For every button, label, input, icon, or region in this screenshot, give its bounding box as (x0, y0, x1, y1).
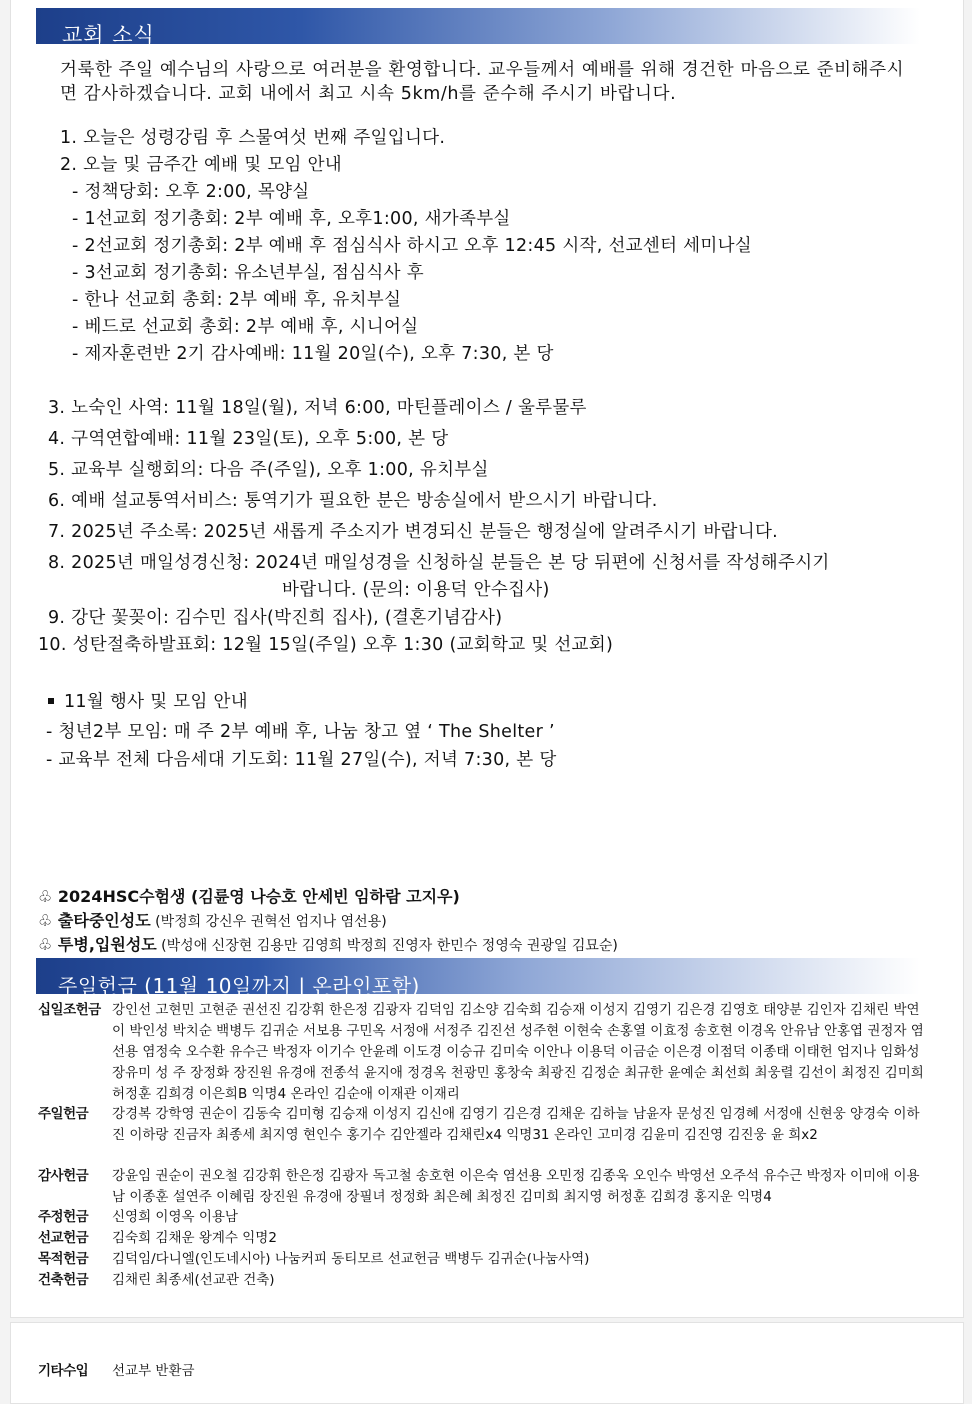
news-subitem: - 제자훈련반 2기 감사예배: 11월 20일(수), 오후 7:30, 본 당 (72, 344, 554, 364)
prayer-item (38, 884, 460, 907)
prayer-names: (박정희 강신우 권혁선 엄지나 염선용) (150, 914, 387, 930)
news-item-4: 4. 구역연합예배: 11월 23일(토), 오후 5:00, 본 당 (48, 429, 449, 449)
news-subitem: - 2선교회 정기총회: 2부 예배 후 점심식사 하시고 오후 12:45 시작, 선교센터 세미나실 (72, 236, 752, 256)
news-item-1: 1. 오늘은 성령강림 후 스물여섯 번째 주일입니다. (60, 128, 446, 148)
offering-names: 강윤임 권순이 권오철 김강휘 한은정 김광자 독고철 송호현 이은숙 염선용 오민정 김종욱 오인수 박영선 오주석 유수근 박정자 이미애 이용남 이종훈 설연주 이혜림 장진원 유경애 장필녀 정정화 최은혜 최정진 김미희 최지영 허정훈 김희경 홍지운 익명4 (112, 1168, 920, 1205)
offering-label: 목적헌금 (38, 1251, 89, 1267)
offering-names: 김채린 최종세(선교관 건축) (112, 1272, 275, 1288)
news-item-8-cont: 바랍니다. (문의: 이용덕 안수집사) (282, 580, 550, 600)
offering-row (38, 1166, 928, 1208)
section-header-news (36, 8, 920, 47)
november-events-title (46, 688, 248, 713)
news-item-5: 5. 교육부 실행회의: 다음 주(주일), 오후 1:00, 유치부실 (48, 460, 489, 480)
news-item-10: 10. 성탄절축하발표회: 12월 15일(주일) 오후 1:30 (교회학교 및 선교회) (38, 635, 614, 655)
news-subitem: - 한나 선교회 총회: 2부 예배 후, 유치부실 (72, 290, 402, 310)
prayer-names: (박성애 신장현 김용만 김영희 박정희 진영자 한민수 정영숙 권광일 김묘순) (156, 938, 618, 954)
offering-row (38, 1104, 928, 1166)
other-income-value: 선교부 반환금 (112, 1363, 195, 1379)
prayer-names: (김륜영 나승호 안세빈 임하람 고지우) (185, 887, 460, 906)
news-item-7: 7. 2025년 주소록: 2025년 새롭게 주소지가 변경되신 분들은 행정실에 알려주시기 바랍니다. (48, 522, 779, 542)
offering-names: 김숙희 김채운 왕계수 익명2 (112, 1230, 277, 1246)
prayer-label: ♧ 투병,입원성도 (38, 935, 157, 954)
news-item-3: 3. 노숙인 사역: 11월 18일(월), 저녁 6:00, 마틴플레이스 / 울루물루 (48, 398, 587, 418)
offering-label: 주정헌금 (38, 1209, 89, 1225)
prayer-label: ♧ 출타중인성도 (38, 911, 151, 930)
offering-names: 신영희 이영옥 이용남 (112, 1209, 238, 1225)
section-title: 교회 소식 (62, 23, 155, 47)
welcome-paragraph: 거룩한 주일 예수님의 사랑으로 여러분을 환영합니다. 교우들께서 예배를 위해 경건한 마음으로 준비해주시면 감사하겠습니다. 교회 내에서 최고 시속 5km/h를 준수해 주시기 바랍니다. (60, 60, 905, 104)
news-item-8: 8. 2025년 매일성경신청: 2024년 매일성경을 신청하실 분들은 본 당 뒤편에 신청서를 작성해주시기 (48, 553, 830, 573)
november-event: - 청년2부 모임: 매 주 2부 예배 후, 나눔 창고 옆 ‘ The Shelter ’ (46, 722, 555, 742)
offering-names: 강인선 고현민 고현준 권선진 김강휘 한은정 김광자 김덕임 김소양 김숙희 김승재 이성지 김영기 김은경 김영호 태양분 김인자 김채린 박연이 박인성 박치순 백병두 김귀순 서보용 구민옥 서정애 서정주 김진선 성주현 이현숙 손홍열 이효정 송호현 이경옥 안유남 안홍엽 권정자 염선용 염정숙 오수환 유수근 박정자 이기수 안윤례 이도경 이승규 김미숙 이안나 이용덕 이금순 이은경 이점덕 이종태 이태헌 엄지나 임화성 장유미 성 주 장정화 장진원 유경애 전종석 윤지애 정경옥 천광민 홍창숙 최광진 김정순 최규한 윤예순 최선희 최웅렬 김선이 최정진 김미희 허정훈 김희경 이은희B 익명4 온라인 김순애 이재관 이재리 (112, 1002, 924, 1102)
offering-label: 감사헌금 (38, 1168, 89, 1184)
news-subitem: - 3선교회 정기총회: 유소년부실, 점심식사 후 (72, 263, 424, 283)
news-subitem: - 1선교회 정기총회: 2부 예배 후, 오후1:00, 새가족부실 (72, 209, 511, 229)
offering-names: 김덕임/다니엘(인도네시아) 나눔커피 동티모르 선교헌금 백병두 김귀순(나눔사역) (112, 1251, 590, 1267)
november-events-label: 11월 행사 및 모임 안내 (64, 692, 248, 712)
prayer-label: ♧ 2024HSC수험생 (38, 887, 186, 906)
bullet-icon (48, 698, 54, 704)
offering-row (38, 1000, 928, 1104)
offering-label: 건축헌금 (38, 1272, 89, 1288)
other-income-label: 기타수입 (38, 1363, 89, 1379)
offering-label: 선교헌금 (38, 1230, 89, 1246)
offering-title: 주일헌금 (11월 10일까지 | 온라인포함) (58, 974, 420, 998)
prayer-item (38, 932, 618, 955)
november-event: - 교육부 전체 다음세대 기도회: 11월 27일(수), 저녁 7:30, 본 당 (46, 750, 557, 770)
news-subitem: - 베드로 선교회 총회: 2부 예배 후, 시니어실 (72, 317, 419, 337)
offering-names: 강경복 강학영 권순이 김동숙 김미형 김승재 이성지 김신애 김영기 김은경 김채운 김하늘 남윤자 문성진 임경혜 서정애 신현웅 양경숙 이하진 이하랑 진금자 최종세 최지영 현인수 홍기수 김안젤라 김채린x4 익명31 온라인 고미경 김윤미 김진영 김진웅 윤 희x2 (112, 1106, 920, 1143)
news-item-6: 6. 예배 설교통역서비스: 통역기가 필요한 분은 방송실에서 받으시기 바랍니다. (48, 491, 658, 511)
offering-label: 주일헌금 (38, 1106, 89, 1122)
prayer-item (38, 908, 387, 931)
news-item-2: 2. 오늘 및 금주간 예배 및 모임 안내 (60, 155, 342, 175)
section-header-offering (36, 958, 920, 998)
news-item-9: 9. 강단 꽃꽂이: 김수민 집사(박진희 집사), (결혼기념감사) (48, 608, 503, 628)
news-subitem: - 정책당회: 오후 2:00, 목양실 (72, 182, 310, 202)
offering-label: 십일조헌금 (38, 1002, 101, 1018)
